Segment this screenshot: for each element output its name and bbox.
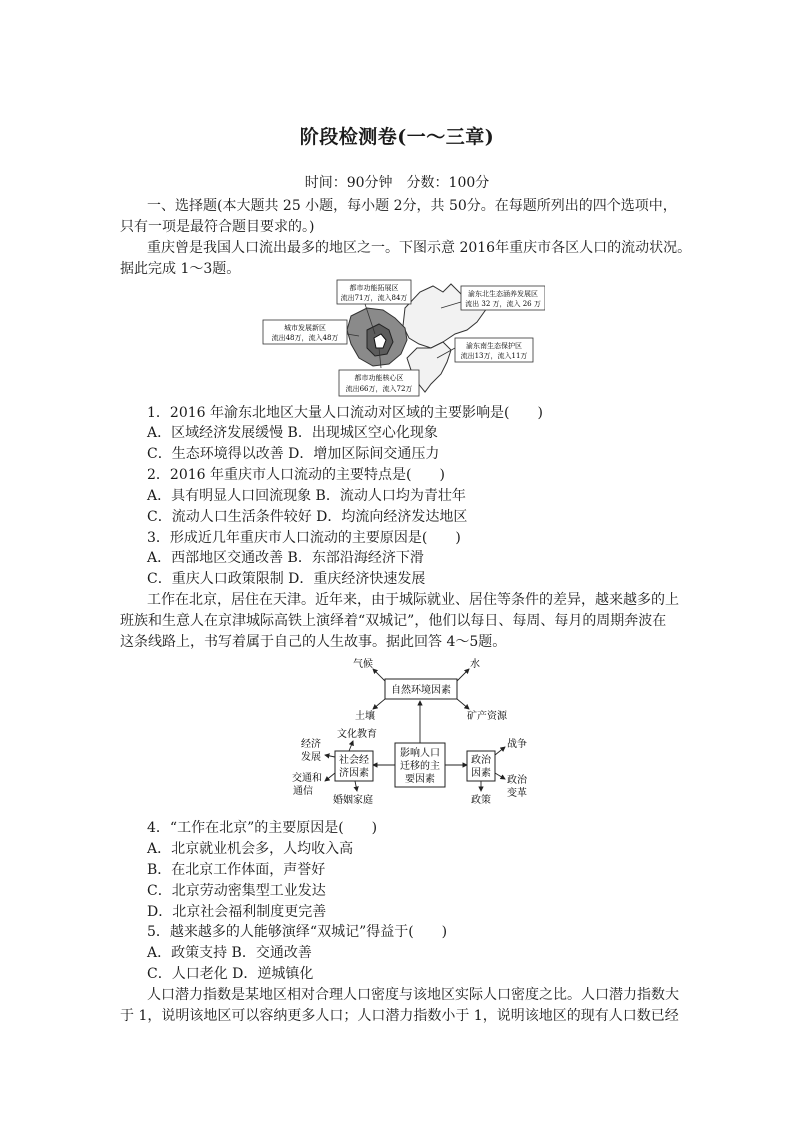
- svg-text:社会经: 社会经: [339, 755, 369, 766]
- svg-text:流出71万，流入84万: 流出71万，流入84万: [340, 294, 408, 302]
- q4-option-a: A．北京就业机会多，人均收入高: [147, 841, 354, 857]
- section-instructions-line1: 一、选择题(本大题共 25 小题，每小题 2分，共 50分。在每题所列出的四个选项中，: [147, 198, 677, 214]
- intro2-line3: 这条线路上，书写着属于自己的人生故事。据此回答 4～5题。: [120, 634, 507, 650]
- label-economy-1: 经济: [301, 739, 321, 750]
- svg-text:流出48万，流入48万: 流出48万，流入48万: [271, 334, 339, 342]
- intro1-line2: 据此完成 1～3题。: [120, 261, 241, 277]
- q4-option-d: D．北京社会福利制度更完善: [147, 904, 327, 920]
- svg-text:都市功能拓展区: 都市功能拓展区: [349, 284, 399, 292]
- map-label-southeast: [455, 338, 533, 362]
- label-transport-1: 交通和: [292, 773, 322, 784]
- label-mineral: 矿产资源: [467, 711, 507, 722]
- intro2-line2: 班族和生意人在京津城际高铁上演绎着“双城记”，他们以每日、每周、每月的周期奔波在: [120, 613, 667, 629]
- q1-options-ab: A．区域经济发展缓慢 B．出现城区空心化现象: [147, 425, 438, 441]
- q5-options-ab: A．政策支持 B．交通改善: [147, 945, 312, 961]
- label-climate: 气候: [353, 659, 373, 670]
- svg-text:流出 32 万，流入 26 万: 流出 32 万，流入 26 万: [465, 300, 541, 308]
- label-war: 战争: [507, 739, 527, 750]
- intro3-line2: 于 1，说明该地区可以容纳更多人口；人口潜力指数小于 1，说明该地区的现有人口数已经: [120, 1008, 679, 1024]
- center-factor-box: [395, 743, 445, 787]
- svg-text:自然环境因素: 自然环境因素: [391, 685, 451, 696]
- time-score-line: 时间：90分钟 分数：100分: [304, 175, 490, 191]
- q4-option-c: C．北京劳动密集型工业发达: [147, 883, 326, 899]
- svg-text:城市发展新区: 城市发展新区: [284, 324, 326, 332]
- svg-text:迁移的主: 迁移的主: [400, 761, 440, 772]
- social-factor-box: [335, 751, 373, 781]
- migration-factors-diagram: [285, 655, 535, 807]
- label-culture: 文化教育: [337, 729, 377, 740]
- q4-stem: 4．“工作在北京”的主要原因是( ): [147, 820, 378, 836]
- chongqing-population-map: [255, 278, 545, 398]
- intro3-line1: 人口潜力指数是某地区相对合理人口密度与该地区实际人口密度之比。人口潜力指数大: [147, 987, 679, 1003]
- svg-text:渝东北生态涵养发展区: 渝东北生态涵养发展区: [468, 290, 538, 298]
- label-marriage: 婚姻家庭: [333, 795, 373, 806]
- map-label-expansion-area: [337, 280, 411, 304]
- svg-text:流出66万，流入72万: 流出66万，流入72万: [345, 385, 413, 393]
- label-soil: 土壤: [355, 711, 375, 722]
- q1-options-cd: C．生态环境得以改善 D．增加区际间交通压力: [147, 446, 440, 462]
- q3-stem: 3．形成近几年重庆市人口流动的主要原因是( ): [147, 530, 461, 546]
- q2-options-ab: A．具有明显人口回流现象 B．流动人口均为青壮年: [147, 488, 466, 504]
- label-economy-2: 发展: [301, 752, 321, 763]
- label-reform-2: 变革: [507, 788, 527, 799]
- political-factor-box: [467, 751, 495, 781]
- q4-option-b: B．在北京工作体面，声誉好: [147, 862, 326, 878]
- svg-text:都市功能核心区: 都市功能核心区: [354, 374, 404, 382]
- q2-options-cd: C．流动人口生活条件较好 D．均流向经济发达地区: [147, 509, 468, 525]
- label-water: 水: [470, 659, 480, 670]
- q3-options-cd: C．重庆人口政策限制 D．重庆经济快速发展: [147, 571, 426, 587]
- svg-text:渝东南生态保护区: 渝东南生态保护区: [466, 342, 522, 350]
- page-title: 阶段检测卷(一～三章): [299, 126, 495, 148]
- label-transport-2: 通信: [293, 786, 313, 797]
- label-reform-1: 政治: [507, 775, 527, 786]
- intro2-line1: 工作在北京，居住在天津。近年来，由于城际就业、居住等条件的差异，越来越多的上: [147, 592, 679, 608]
- map-label-new-area: [263, 320, 347, 344]
- section-instructions-line2: 只有一项是最符合题目要求的。): [120, 219, 315, 235]
- q5-options-cd: C．人口老化 D．逆城镇化: [147, 966, 314, 982]
- q5-stem: 5．越来越多的人能够演绎“双城记”得益于( ): [147, 924, 448, 940]
- svg-text:流出13万，流入11万: 流出13万，流入11万: [460, 352, 528, 360]
- map-label-core: [339, 370, 419, 396]
- svg-text:政治: 政治: [471, 755, 491, 766]
- natural-factor-box: [385, 679, 457, 699]
- svg-text:要因素: 要因素: [405, 774, 435, 785]
- q1-stem: 1．2016 年渝东北地区大量人口流动对区域的主要影响是( ): [147, 405, 543, 421]
- q3-options-ab: A．西部地区交通改善 B．东部沿海经济下滑: [147, 550, 424, 566]
- svg-text:济因素: 济因素: [339, 768, 369, 779]
- svg-text:因素: 因素: [471, 768, 491, 779]
- label-policy: 政策: [471, 795, 491, 806]
- map-label-northeast: [461, 286, 545, 310]
- intro1-line1: 重庆曾是我国人口流出最多的地区之一。下图示意 2016年重庆市各区人口的流动状况。: [147, 240, 692, 256]
- q2-stem: 2．2016 年重庆市人口流动的主要特点是( ): [147, 467, 445, 483]
- svg-text:影响人口: 影响人口: [400, 748, 440, 759]
